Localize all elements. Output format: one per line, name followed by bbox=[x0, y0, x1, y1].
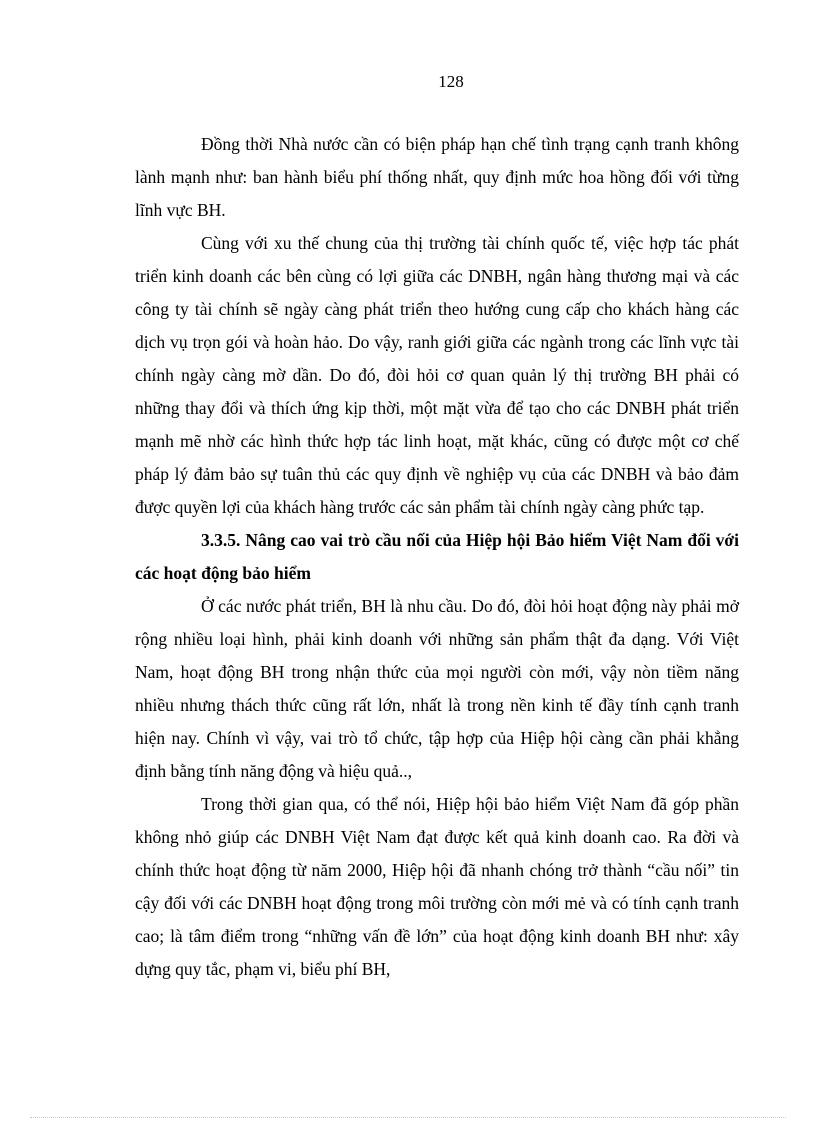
paragraph-state-measures: Đồng thời Nhà nước cần có biện pháp hạn chế tình trạng cạnh tranh không lành mạnh như: ban hành biểu phí thống nhất, quy định mức hoa hồng đối với từng lĩnh vực BH. bbox=[135, 134, 739, 220]
paragraph-developed-countries: Ở các nước phát triển, BH là nhu cầu. Do đó, đòi hỏi hoạt động này phải mở rộng nhiều loại hình, phải kinh doanh với những sản phẩm thật đa dạng. Với Việt Nam, hoạt động BH trong nhận thức của mọi người còn mới, vậy nòn tiềm năng nhiều nhưng thách thức cũng rất lớn, nhất là trong nền kinh tế đầy tính cạnh tranh hiện nay. Chính vì vậy, vai trò tổ chức, tập hợp của Hiệp hội càng cần phải khẳng định bằng tính năng động và hiệu quả.., bbox=[135, 596, 739, 781]
paragraph-financial-cooperation: Cùng với xu thế chung của thị trường tài chính quốc tế, việc hợp tác phát triển kinh doanh các bên cùng có lợi giữa các DNBH, ngân hàng thương mại và các công ty tài chính sẽ ngày càng phát triển theo hướng cung cấp cho khách hàng các dịch vụ trọn gói và hoàn hảo. Do vậy, ranh giới giữa các ngành trong các lĩnh vực tài chính ngày càng mờ dần. Do đó, đòi hỏi cơ quan quản lý thị trường BH phải có những thay đổi và thích ứng kịp thời, một mặt vừa để tạo cho các DNBH phát triển mạnh mẽ nhờ các hình thức hợp tác linh hoạt, mặt khác, cũng có được một cơ chế pháp lý đảm bảo sự tuân thủ các quy định về nghiệp vụ của các DNBH và bảo đảm được quyền lợi của khách hàng trước các sản phẩm tài chính ngày càng phức tạp. bbox=[135, 233, 739, 517]
paragraph-association-role: Trong thời gian qua, có thể nói, Hiệp hội bảo hiểm Việt Nam đã góp phần không nhỏ giúp các DNBH Việt Nam đạt được kết quả kinh doanh cao. Ra đời và chính thức hoạt động từ năm 2000, Hiệp hội đã nhanh chóng trở thành “cầu nối” tin cậy đối với các DNBH hoạt động trong môi trường còn mới mẻ và có tính cạnh tranh cao; là tâm điểm trong “những vấn đề lớn” của hoạt động kinh doanh BH như: xây dựng quy tắc, phạm vi, biểu phí BH, bbox=[135, 794, 739, 979]
page-content bbox=[135, 128, 739, 986]
page-bottom-divider bbox=[30, 1117, 786, 1118]
page-number: 128 bbox=[438, 72, 464, 91]
section-heading: 3.3.5. Nâng cao vai trò cầu nối của Hiệp hội Bảo hiểm Việt Nam đối với các hoạt động bảo hiểm bbox=[135, 530, 739, 583]
